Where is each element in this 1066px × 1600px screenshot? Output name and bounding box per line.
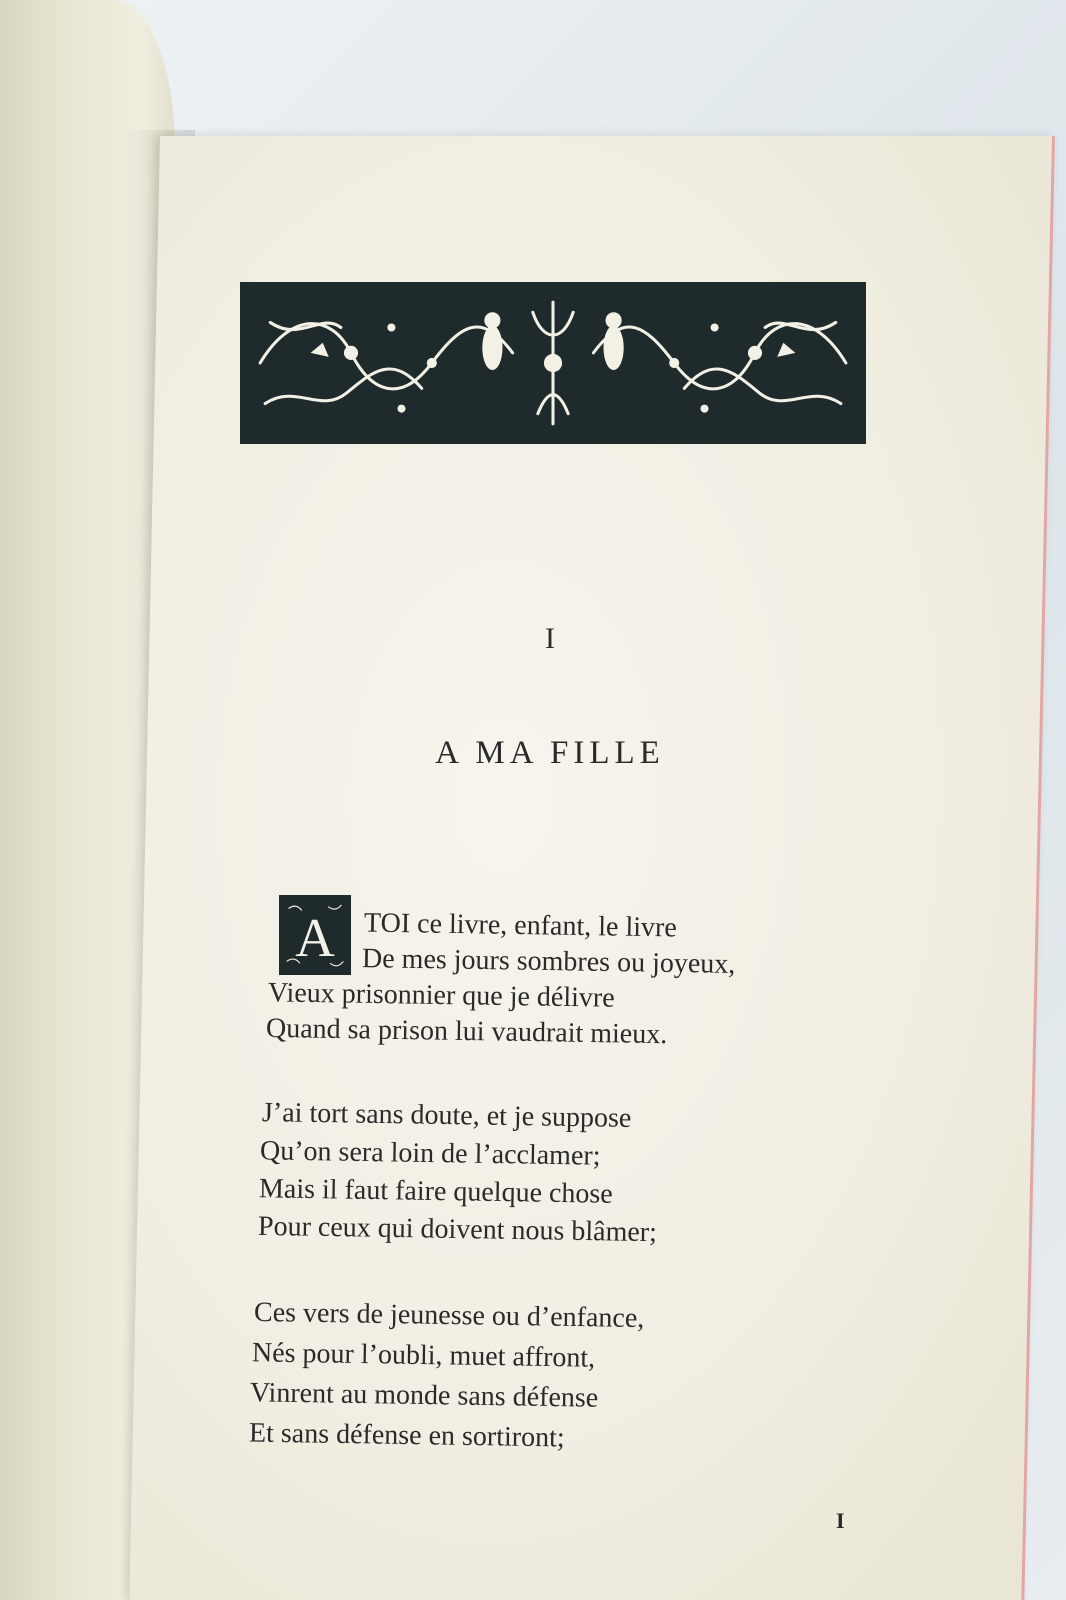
poem-title: A MA FILLE xyxy=(435,735,665,771)
verse-line: Mais il faut faire quelque chose xyxy=(258,1173,613,1210)
chapter-numeral: I xyxy=(545,622,555,655)
verse-line: Ces vers de jeunesse ou d’enfance, xyxy=(253,1296,645,1335)
verse-line: Vieux prisonnier que je délivre xyxy=(267,977,615,1014)
verse-line: Pour ceux qui doivent nous blâmer; xyxy=(257,1210,658,1249)
ornamental-headpiece-icon xyxy=(240,282,866,444)
drop-cap-icon xyxy=(279,895,351,975)
verse-line: Qu’on sera loin de l’acclamer; xyxy=(259,1135,601,1172)
verse-line: De mes jours sombres ou joyeux, xyxy=(361,943,736,980)
verse-line: Nés pour l’oubli, muet affront, xyxy=(251,1337,596,1374)
verse-line: TOI ce livre, enfant, le livre xyxy=(363,907,678,944)
signature-mark: I xyxy=(836,1508,845,1533)
verse-line: Quand sa prison lui vaudrait mieux. xyxy=(265,1012,668,1051)
verse-line: Et sans défense en sortiront; xyxy=(248,1417,565,1454)
verse-line: J’ai tort sans doute, et je suppose xyxy=(261,1097,632,1134)
verse-line: Vinrent au monde sans défense xyxy=(249,1377,599,1414)
drop-cap-letter: A xyxy=(295,906,335,968)
